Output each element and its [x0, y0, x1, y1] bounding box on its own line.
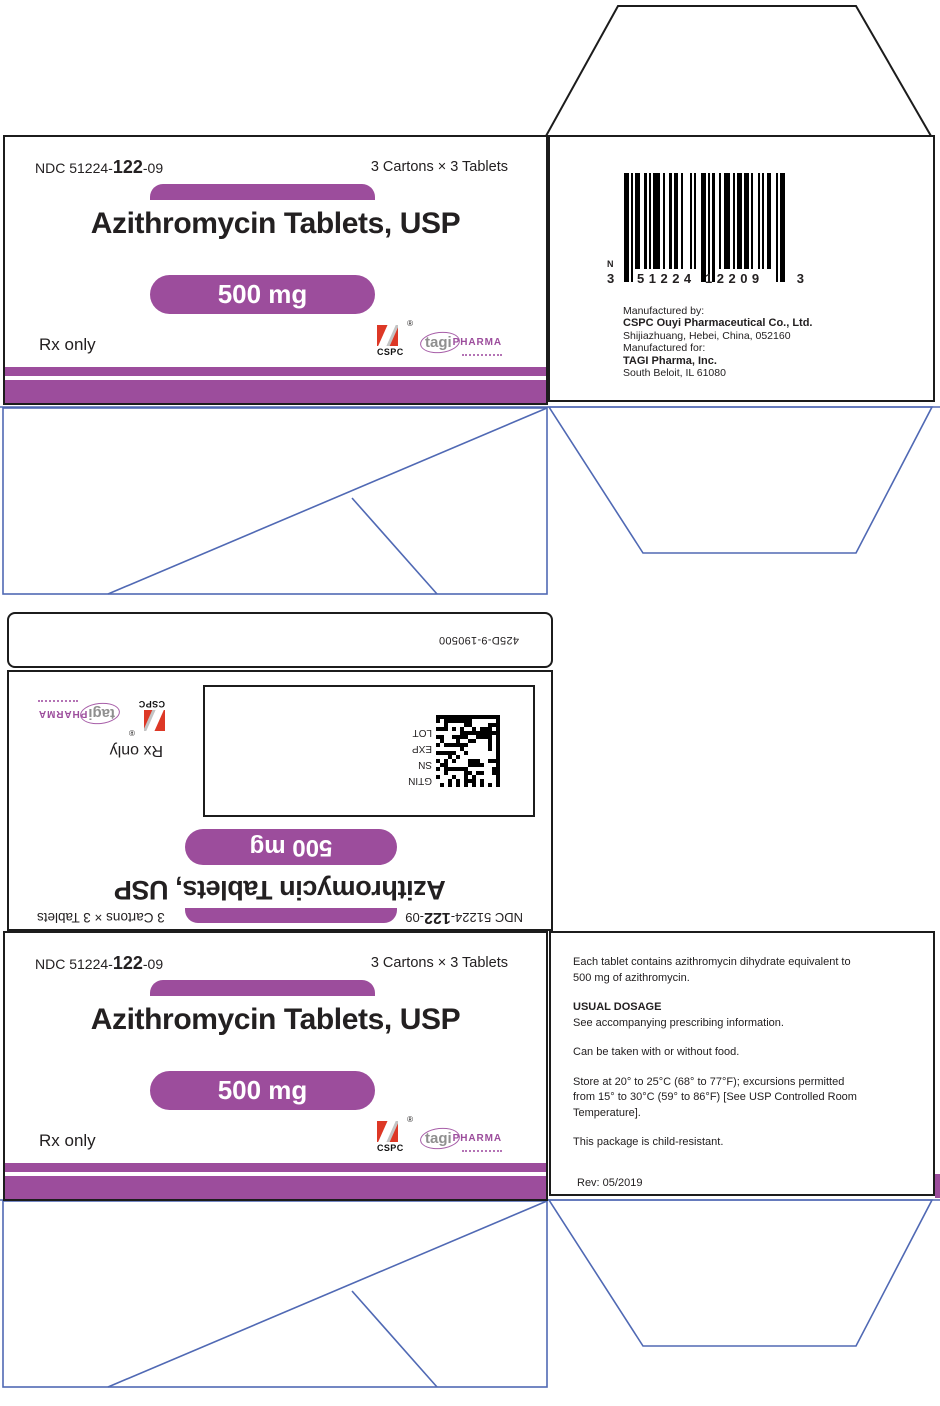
- cspc-logo-icon: [377, 1121, 398, 1142]
- ndc-number: NDC 51224-122-09: [405, 909, 523, 926]
- pack-count: 3 Cartons × 3 Tablets: [370, 159, 508, 175]
- ndc-barcode: [607, 173, 804, 288]
- glue-flap-strip: [7, 612, 553, 668]
- tagipharma-logo: tagi PHARMA: [425, 1127, 502, 1149]
- cspc-logo: ® CSPC: [377, 319, 413, 357]
- middle-left-flap: [3, 408, 547, 594]
- serialization-box: [203, 685, 535, 817]
- tagipharma-logo: tagi PHARMA: [425, 331, 502, 353]
- tagipharma-logo: tagi PHARMA: [38, 703, 115, 725]
- cspc-logo: ® CSPC: [377, 1115, 413, 1153]
- top-tuck-flap: [546, 6, 931, 136]
- purple-stripe-edge-bleed: [935, 1174, 940, 1198]
- manufacturer-info: Manufactured by: CSPC Ouyi Pharmaceutical Co., Ltd. Shijiazhuang, Hebei, China, 052160 Manufactured for: TAGI Pharma, Inc. South Beloit, IL 61080: [623, 305, 813, 380]
- barcode-bars: [624, 173, 787, 269]
- cspc-logo-icon: [377, 325, 398, 346]
- rx-only-text: Rx only: [39, 335, 96, 354]
- datamatrix-code-icon: [436, 715, 500, 787]
- product-title: Azithromycin Tablets, USP: [90, 1003, 461, 1036]
- serialization-labels: GTIN SN EXP LOT: [408, 727, 432, 786]
- tagi-tagline: [462, 1150, 502, 1152]
- bottom-right-flap: [549, 1200, 932, 1346]
- flap-part-code: 425D-9-190500: [438, 634, 519, 646]
- barcode-digits: N 3 51224 12209 3: [607, 259, 804, 286]
- purple-stripe-thin: [5, 367, 546, 376]
- middle-right-flap: [549, 407, 932, 553]
- cspc-logo-icon: [144, 710, 165, 731]
- purple-tab-decoration: [185, 908, 397, 923]
- purple-tab-decoration: [150, 980, 375, 996]
- product-title: Azithromycin Tablets, USP: [90, 207, 461, 240]
- back-panel-rotated: [7, 670, 553, 931]
- bottom-left-flap: [3, 1201, 547, 1387]
- pack-count: 3 Cartons × 3 Tablets: [37, 910, 165, 925]
- strength-badge: 500 mg: [185, 829, 397, 865]
- ndc-number: NDC 51224-122-09: [35, 157, 164, 177]
- principal-display-panel-top: [3, 135, 548, 405]
- usual-dosage-heading: USUAL DOSAGE: [573, 1001, 662, 1013]
- strength-badge: 500 mg: [150, 1071, 375, 1110]
- purple-stripe-thick: [5, 1176, 546, 1199]
- purple-tab-decoration: [150, 184, 375, 200]
- cspc-logo: ® CSPC: [129, 699, 165, 737]
- strength-badge: 500 mg: [150, 275, 375, 314]
- product-title: Azithromycin Tablets, USP: [114, 875, 446, 905]
- principal-display-panel-bottom: [3, 931, 548, 1201]
- ndc-number: NDC 51224-122-09: [35, 953, 164, 973]
- purple-stripe-thick: [5, 380, 546, 403]
- rx-only-text: Rx only: [39, 1131, 96, 1150]
- registered-mark-icon: ®: [407, 1115, 413, 1124]
- registered-mark-icon: ®: [407, 319, 413, 328]
- revision-code: Rev: 05/2019: [577, 1177, 643, 1189]
- tagi-tagline: [462, 354, 502, 356]
- usage-info-text: Each tablet contains azithromycin dihydrate equivalent to 500 mg of azithromycin. USUAL DOSAGE See accompanying prescribing information. Can be taken with or without food. Store at 20° to 25°C (68° to 77°F); excursions permitted from 15° to 30°C (59° to 86°F) [See USP Controlled Room Temperature]. This package is child-resistant.: [573, 955, 903, 1151]
- tagi-tagline: [38, 700, 78, 702]
- usage-info-side-panel: [549, 931, 935, 1196]
- rx-only-text: Rx only: [109, 742, 163, 759]
- barcode-side-panel: [548, 135, 935, 402]
- purple-stripe-thin: [5, 1163, 546, 1172]
- pack-count: 3 Cartons × 3 Tablets: [370, 955, 508, 971]
- registered-mark-icon: ®: [129, 728, 135, 737]
